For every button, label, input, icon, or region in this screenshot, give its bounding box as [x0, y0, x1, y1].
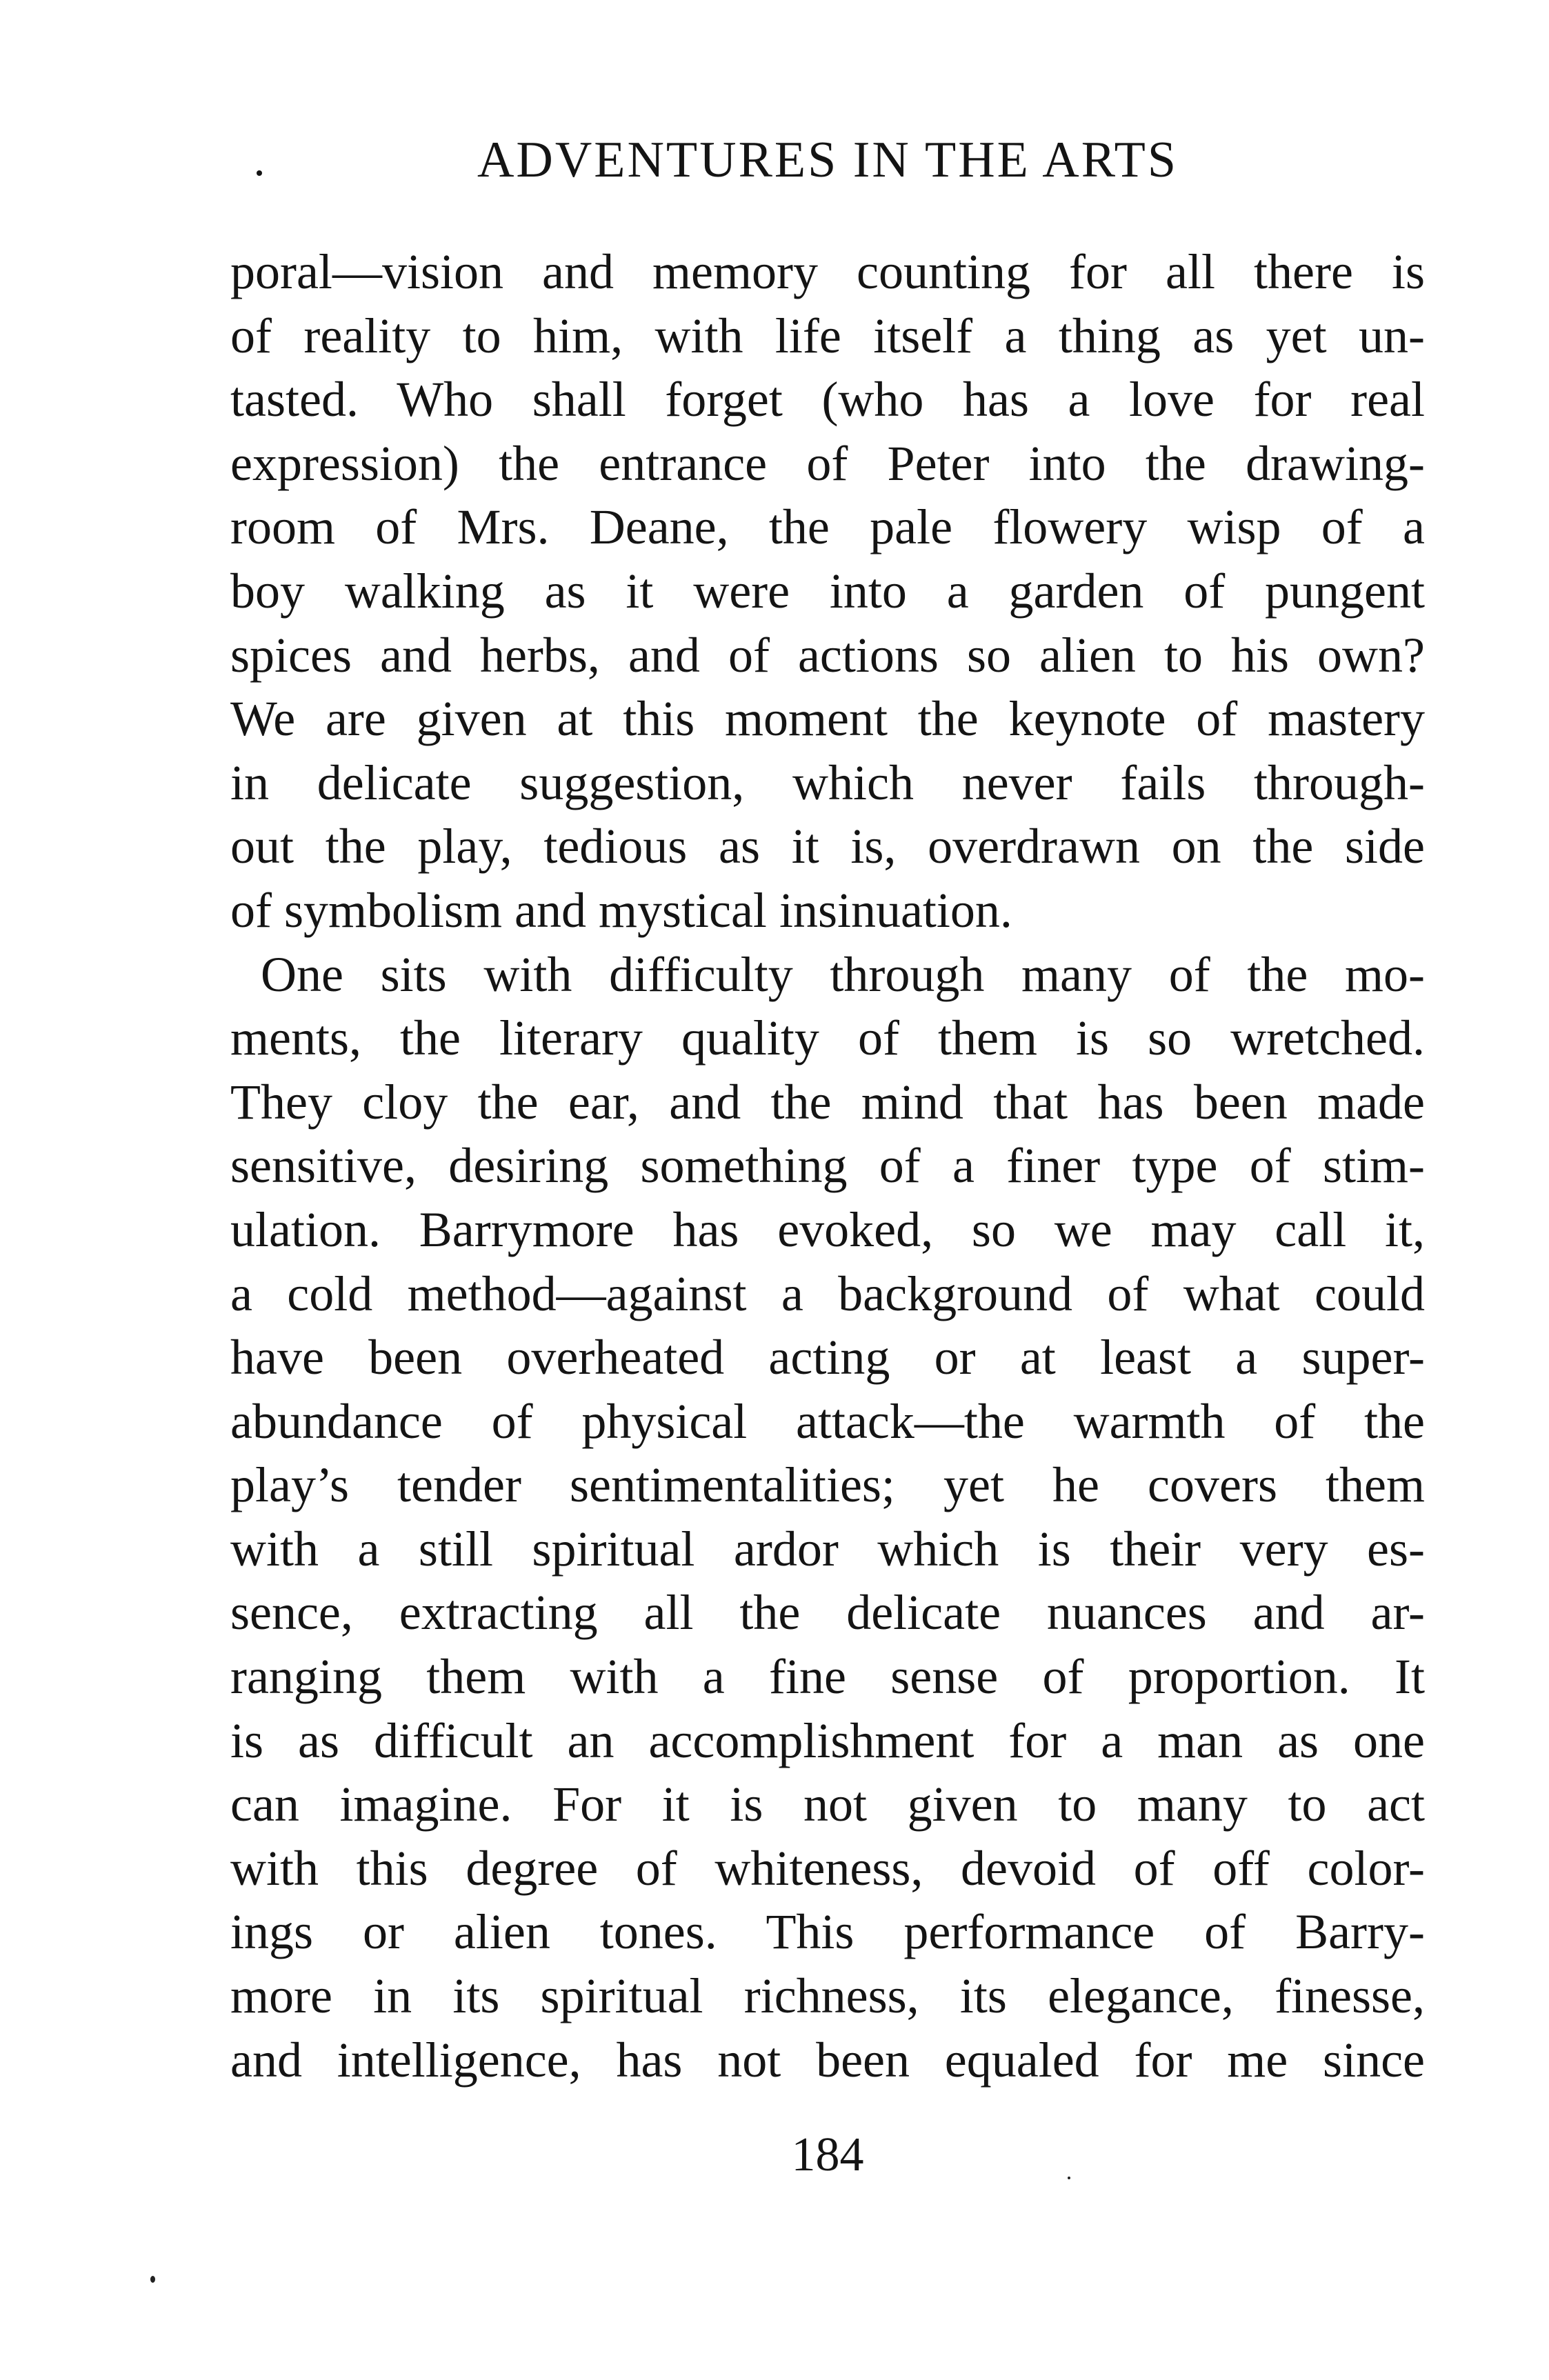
- text-line: play’s tender sentimentalities; yet he covers them: [230, 1457, 1425, 1513]
- page-number: 184: [791, 2128, 864, 2181]
- ink-speck: [150, 2276, 155, 2283]
- text-line: in delicate suggestion, which never fails through-: [230, 754, 1425, 810]
- text-line: with a still spiritual ardor which is their very es-: [230, 1521, 1425, 1577]
- text-line: of symbolism and mystical insinuation.: [230, 882, 1012, 938]
- text-line: ulation. Barrymore has evoked, so we may call it,: [230, 1201, 1425, 1257]
- text-line: tasted. Who shall forget (who has a love for real: [230, 372, 1425, 428]
- text-line: boy walking as it were into a garden of pungent: [230, 563, 1425, 619]
- ink-speck: [1068, 2177, 1070, 2179]
- text-line: spices and herbs, and of actions so alien to his own?: [230, 627, 1425, 683]
- text-line: sensitive, desiring something of a finer type of stim-: [230, 1138, 1425, 1194]
- text-line: expression) the entrance of Peter into the drawing-: [230, 435, 1425, 491]
- text-line: room of Mrs. Deane, the pale flowery wisp of a: [230, 499, 1425, 555]
- text-line: ings or alien tones. This performance of Barry-: [230, 1904, 1425, 1960]
- text-line: ments, the literary quality of them is so wretched.: [230, 1010, 1425, 1066]
- running-head: ADVENTURES IN THE ARTS: [477, 132, 1179, 188]
- text-line: One sits with difficulty through many of the mo-: [261, 946, 1425, 1002]
- text-line: poral—vision and memory counting for all there is: [230, 244, 1425, 299]
- text-line: ranging them with a fine sense of proportion. It: [230, 1649, 1425, 1705]
- text-line: have been overheated acting or at least a super-: [230, 1330, 1425, 1386]
- text-line: abundance of physical attack—the warmth of the: [230, 1393, 1425, 1449]
- text-line: is as difficult an accomplishment for a man as one: [230, 1712, 1425, 1768]
- text-line: They cloy the ear, and the mind that has been made: [230, 1074, 1425, 1130]
- text-line: a cold method—against a background of what could: [230, 1266, 1425, 1321]
- text-line: sence, extracting all the delicate nuances and ar-: [230, 1585, 1425, 1641]
- body-text: [230, 240, 1425, 2092]
- text-line: more in its spiritual richness, its elegance, finesse,: [230, 1968, 1425, 2024]
- text-line: out the play, tedious as it is, overdrawn on the side: [230, 819, 1425, 874]
- text-line: and intelligence, has not been equaled for me since: [230, 2032, 1425, 2088]
- text-line: of reality to him, with life itself a thing as yet un-: [230, 308, 1425, 363]
- text-line: can imagine. For it is not given to many to act: [230, 1777, 1425, 1832]
- text-line: We are given at this moment the keynote of mastery: [230, 691, 1425, 747]
- text-line: with this degree of whiteness, devoid of off color-: [230, 1840, 1425, 1896]
